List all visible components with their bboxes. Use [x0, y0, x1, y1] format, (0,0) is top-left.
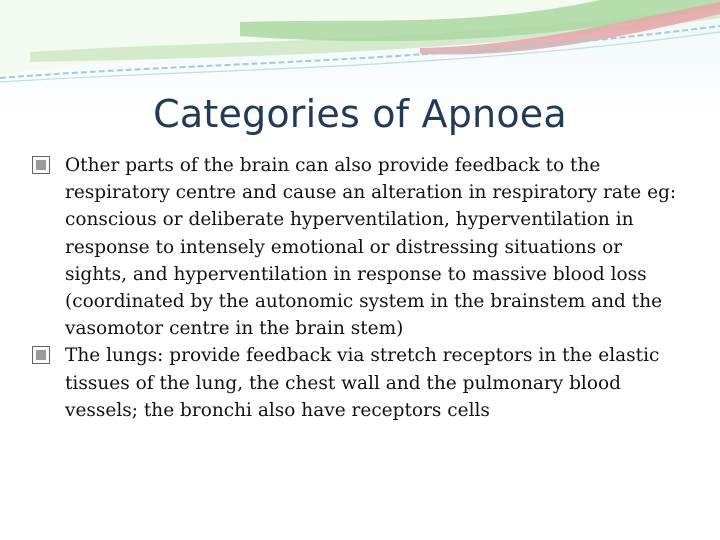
- bullet-text: Other parts of the brain can also provide feedback to the respiratory centre and cause an alteration in respiratory rate eg: conscious or deliberate hyperventilation, hyperventilation in response to intensely emotional or distressing situations or sights, and hyperventilation in response to massive blood loss (coordinated by the autonomic system in the brainstem and the vasomotor centre in the brain stem): [65, 155, 677, 340]
- bullet-item: [28, 152, 688, 342]
- square-bullet-icon: [32, 346, 50, 364]
- bullet-item: [28, 342, 688, 424]
- slide-title: Categories of Apnoea: [153, 92, 567, 136]
- bullet-text: The lungs: provide feedback via stretch receptors in the elastic tissues of the lung, the chest wall and the pulmonary blood vessels; the bronchi also have receptors cells: [65, 345, 660, 421]
- header-swoosh-decoration: [0, 0, 720, 90]
- bullet-list: [28, 152, 688, 424]
- square-bullet-icon: [32, 156, 50, 174]
